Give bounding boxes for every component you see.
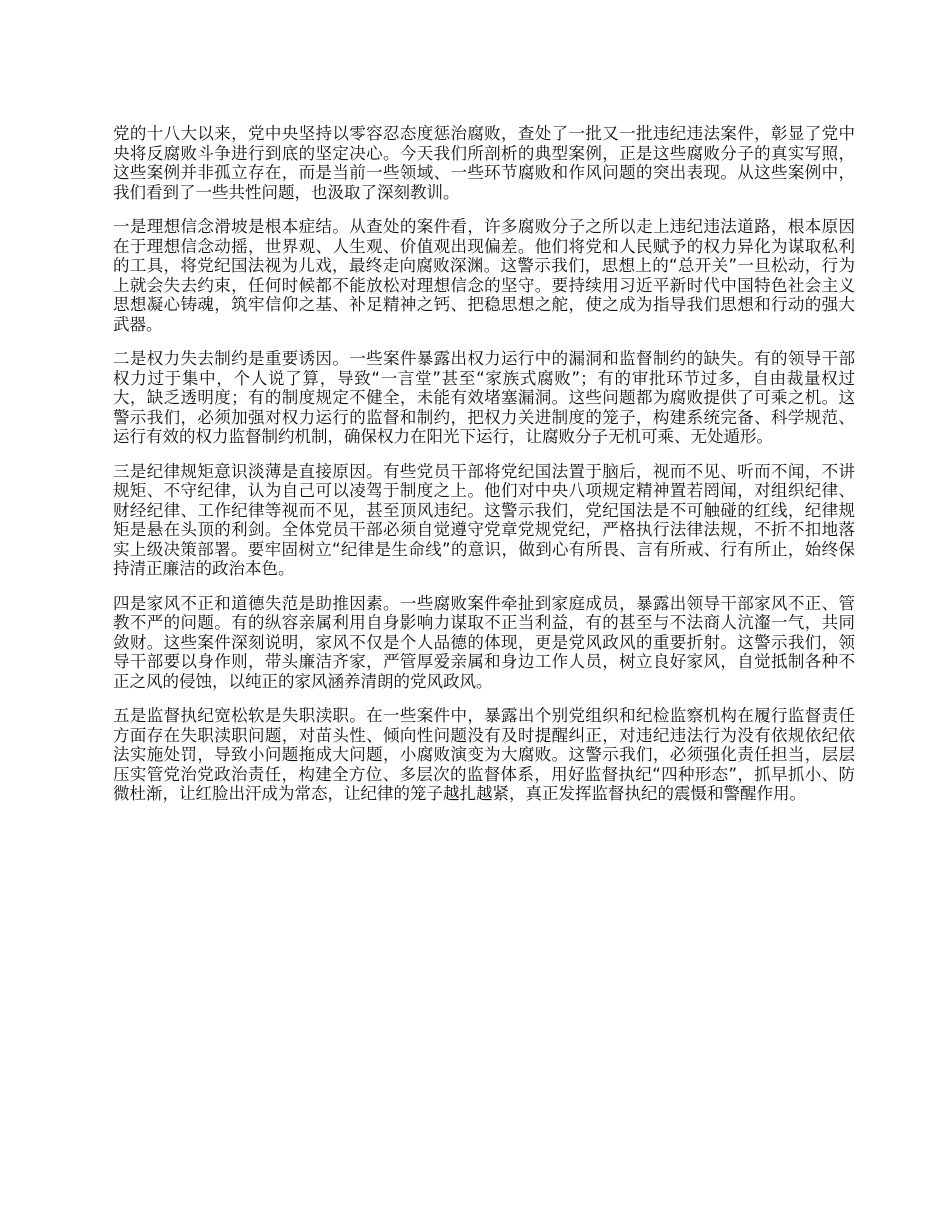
paragraph-point-1: 一是理想信念滑坡是根本症结。从查处的案件看，许多腐败分子之所以走上违纪违法道路，根本原因在于理想信念动摇，世界观、人生观、价值观出现偏差。他们将党和人民赋予的权力异化为谋取私利的工具，将党纪国法视为儿戏，最终走向腐败深渊。这警示我们，思想上的“总开关”一旦松动，行为上就会失去约束，任何时候都不能放松对理想信念的坚守。要持续用习近平新时代中国特色社会主义思想凝心铸魂，筑牢信仰之基、补足精神之钙、把稳思想之舵，使之成为指导我们思想和行动的强大武器。 xyxy=(113,217,855,334)
paragraph-point-4: 四是家风不正和道德失范是助推因素。一些腐败案件牵扯到家庭成员，暴露出领导干部家风不正、管教不严的问题。有的纵容亲属利用自身影响力谋取不正当利益，有的甚至与不法商人沆瀣一气，共同敛财。这些案件深刻说明，家风不仅是个人品德的体现，更是党风政风的重要折射。这警示我们，领导干部要以身作则，带头廉洁齐家，严管厚爱亲属和身边工作人员，树立良好家风，自觉抵制各种不正之风的侵蚀，以纯正的家风涵养清朗的党风政风。 xyxy=(113,593,855,691)
paragraph-intro: 党的十八大以来，党中央坚持以零容忍态度惩治腐败，查处了一批又一批违纪违法案件，彰显了党中央将反腐败斗争进行到底的坚定决心。今天我们所剖析的典型案例，正是这些腐败分子的真实写照，这些案例并非孤立存在，而是当前一些领域、一些环节腐败和作风问题的突出表现。从这些案例中，我们看到了一些共性问题，也汲取了深刻教训。 xyxy=(113,124,855,202)
paragraph-point-3: 三是纪律规矩意识淡薄是直接原因。有些党员干部将党纪国法置于脑后，视而不见、听而不闻，不讲规矩、不守纪律，认为自己可以凌驾于制度之上。他们对中央八项规定精神置若罔闻，对组织纪律、财经纪律、工作纪律等视而不见，甚至顶风违纪。这警示我们，党纪国法是不可触碰的红线，纪律规矩是悬在头顶的利剑。全体党员干部必须自觉遵守党章党规党纪，严格执行法律法规，不折不扣地落实上级决策部署。要牢固树立“纪律是生命线”的意识，做到心有所畏、言有所戒、行有所止，始终保持清正廉洁的政治本色。 xyxy=(113,461,855,578)
document-body xyxy=(113,124,855,819)
paragraph-point-2: 二是权力失去制约是重要诱因。一些案件暴露出权力运行中的漏洞和监督制约的缺失。有的领导干部权力过于集中，个人说了算，导致“一言堂”甚至“家族式腐败”；有的审批环节过多，自由裁量权过大，缺乏透明度；有的制度规定不健全，未能有效堵塞漏洞。这些问题都为腐败提供了可乘之机。这警示我们，必须加强对权力运行的监督和制约，把权力关进制度的笼子，构建系统完备、科学规范、运行有效的权力监督制约机制，确保权力在阳光下运行，让腐败分子无机可乘、无处遁形。 xyxy=(113,349,855,446)
paragraph-point-5: 五是监督执纪宽松软是失职渎职。在一些案件中，暴露出个别党组织和纪检监察机构在履行监督责任方面存在失职渎职问题，对苗头性、倾向性问题没有及时提醒纠正，对违纪违法行为没有依规依纪依法实施处罚，导致小问题拖成大问题，小腐败演变为大腐败。这警示我们，必须强化责任担当，层层压实管党治党政治责任，构建全方位、多层次的监督体系，用好监督执纪“四种形态”，抓早抓小、防微杜渐，让红脸出汗成为常态，让纪律的笼子越扎越紧，真正发挥监督执纪的震慑和警醒作用。 xyxy=(113,706,855,803)
